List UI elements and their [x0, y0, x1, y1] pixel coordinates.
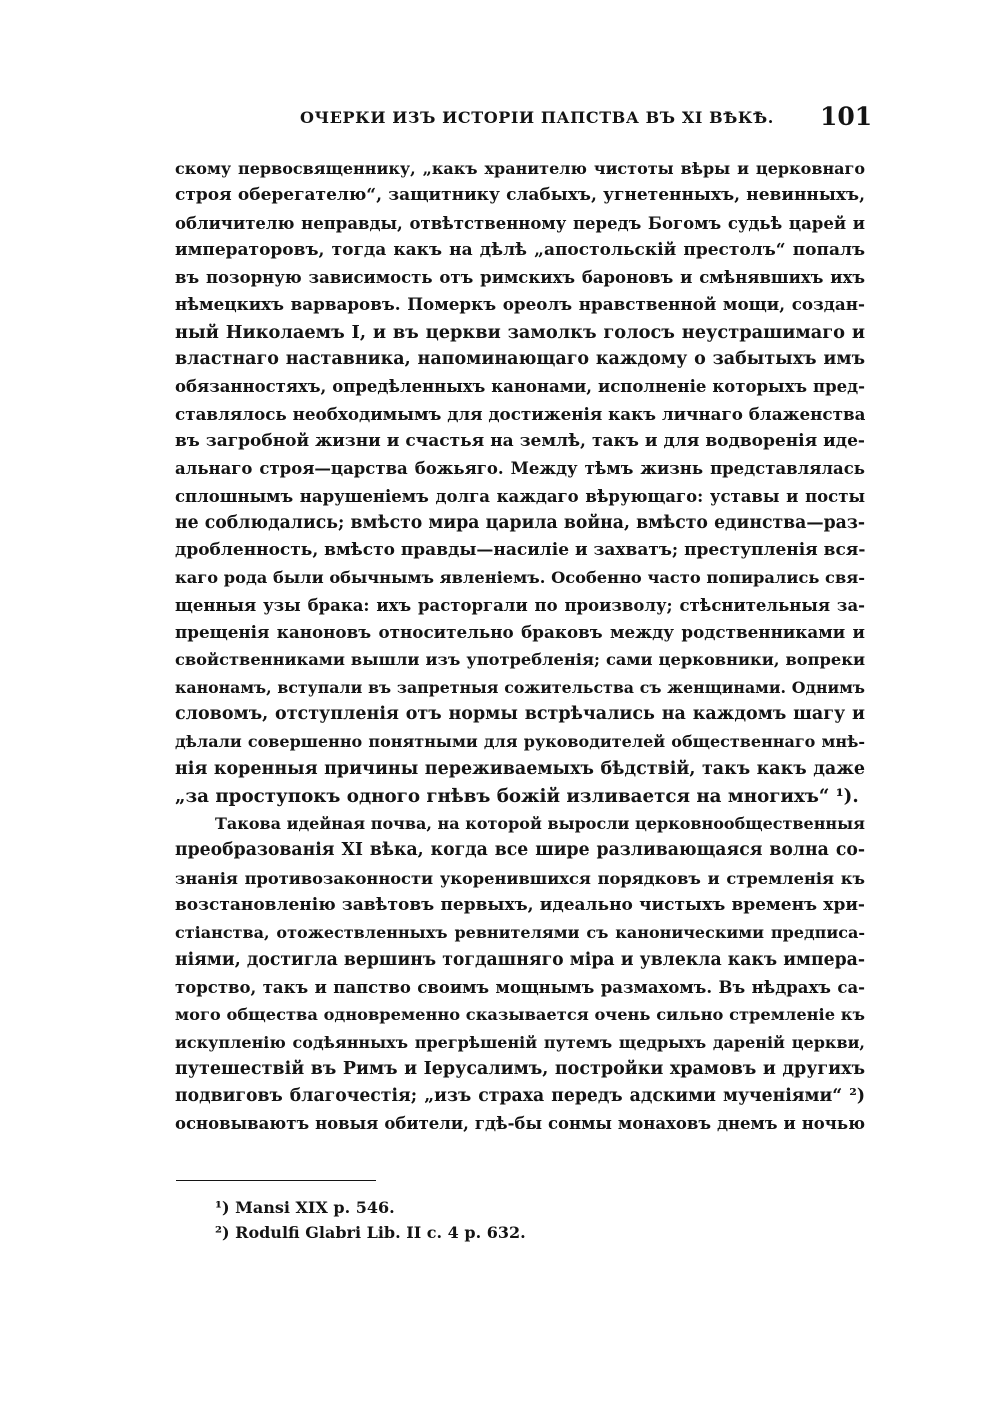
text-line: преобразованія XI вѣка, когда все шире разливающаяся волна со-: [175, 840, 865, 861]
text-line: дробленность, вмѣсто правды—насиліе и захватъ; преступленія вся-: [175, 540, 865, 561]
footnote-divider: [176, 1180, 376, 1181]
text-line: въ загробной жизни и счастья на землѣ, такъ и для водворенія иде-: [175, 430, 865, 451]
text-line: нѣмецкихъ варваровъ. Померкъ ореолъ нравственной мощи, создан-: [175, 294, 865, 315]
text-line: путешествій въ Римъ и Іерусалимъ, постройки храмовъ и другихъ: [175, 1058, 865, 1079]
text-line: „за проступокъ одного гнѣвъ божій изливается на многихъ“ ¹).: [175, 785, 859, 807]
text-line: обличителю неправды, отвѣтственному передъ Богомъ судьѣ царей и: [175, 213, 865, 233]
text-line: ный Николаемъ I, и въ церкви замолкъ голосъ неустрашимаго и: [175, 321, 865, 343]
text-line: искупленію содѣянныхъ прегрѣшеній путемъ щедрыхъ дареній церкви,: [175, 1032, 865, 1052]
footnotes: [215, 1195, 526, 1245]
text-line: ніями, достигла вершинъ тогдашняго міра и увлекла какъ импера-: [175, 949, 865, 970]
text-line: прещенія каноновъ относительно браковъ между родственниками и: [175, 622, 865, 643]
text-line: знанія противозаконности укоренившихся порядковъ и стремленія къ: [175, 868, 865, 888]
footnote-2: ²) Rodulfi Glabri Lib. II c. 4 p. 632.: [215, 1223, 526, 1242]
text-line: обязанностяхъ, опредѣленныхъ канонами, исполненіе которыхъ пред-: [175, 377, 865, 397]
text-line: ставлялось необходимымъ для достиженія какъ личнаго блаженства: [175, 403, 865, 424]
text-line: дѣлали совершенно понятными для руководителей общественнаго мнѣ-: [175, 732, 865, 752]
text-line: торство, такъ и папство своимъ мощнымъ размахомъ. Въ нѣдрахъ са-: [175, 977, 865, 997]
text-line: щенныя узы брака: ихъ расторгали по произволу; стѣснительныя за-: [175, 595, 865, 615]
text-line: строя оберегателю“, защитнику слабыхъ, угнетенныхъ, невинныхъ,: [175, 185, 865, 206]
text-line: нія коренныя причины переживаемыхъ бѣдствій, такъ какъ даже: [175, 758, 865, 779]
text-line: мого общества одновременно сказывается очень сильно стремленіе къ: [175, 1005, 865, 1025]
text-line: каго рода были обычнымъ явленіемъ. Особенно часто попирались свя-: [175, 568, 865, 588]
text-line: не соблюдались; вмѣсто мира царила война, вмѣсто единства—раз-: [175, 512, 865, 533]
text-line: сплошнымъ нарушеніемъ долга каждаго вѣрующаго: уставы и посты: [175, 486, 865, 506]
page-number: 101: [820, 102, 873, 131]
body-text: [175, 155, 865, 1138]
text-line: властнаго наставника, напоминающаго каждому о забытыхъ имъ: [175, 349, 865, 370]
text-line: возстановленію завѣтовъ первыхъ, идеально чистыхъ временъ хри-: [175, 895, 865, 916]
text-line: императоровъ, тогда какъ на дѣлѣ „апостольскій престолъ“ попалъ: [175, 239, 865, 260]
paragraph-start-line: Такова идейная почва, на которой выросли церковнообщественныя: [215, 814, 865, 834]
text-line: подвиговъ благочестія; „изъ страха передъ адскими мученіями“ ²): [175, 1086, 865, 1107]
running-title: ОЧЕРКИ ИЗЪ ИСТОРІИ ПАПСТВА ВЪ XI ВѢКѢ.: [300, 108, 774, 127]
text-line: основываютъ новыя обители, гдѣ-бы сонмы монаховъ днемъ и ночью: [175, 1114, 865, 1134]
text-line: альнаго строя—царства божьяго. Между тѣмъ жизнь представлялась: [175, 459, 865, 479]
text-line: канонамъ, вступали въ запретныя сожительства съ женщинами. Однимъ: [175, 677, 865, 697]
text-line: стіанства, отожествленныхъ ревнителями съ каноническими предписа-: [175, 923, 865, 943]
text-line: свойственниками вышли изъ употребленія; сами церковники, вопреки: [175, 650, 865, 670]
text-line: скому первосвященнику, „какъ хранителю чистоты вѣры и церковнаго: [175, 159, 865, 178]
text-line: въ позорную зависимость отъ римскихъ бароновъ и смѣнявшихъ ихъ: [175, 268, 865, 288]
footnote-1: ¹) Mansi XIX p. 546.: [215, 1198, 395, 1217]
text-line: словомъ, отступленія отъ нормы встрѣчались на каждомъ шагу и: [175, 703, 865, 724]
